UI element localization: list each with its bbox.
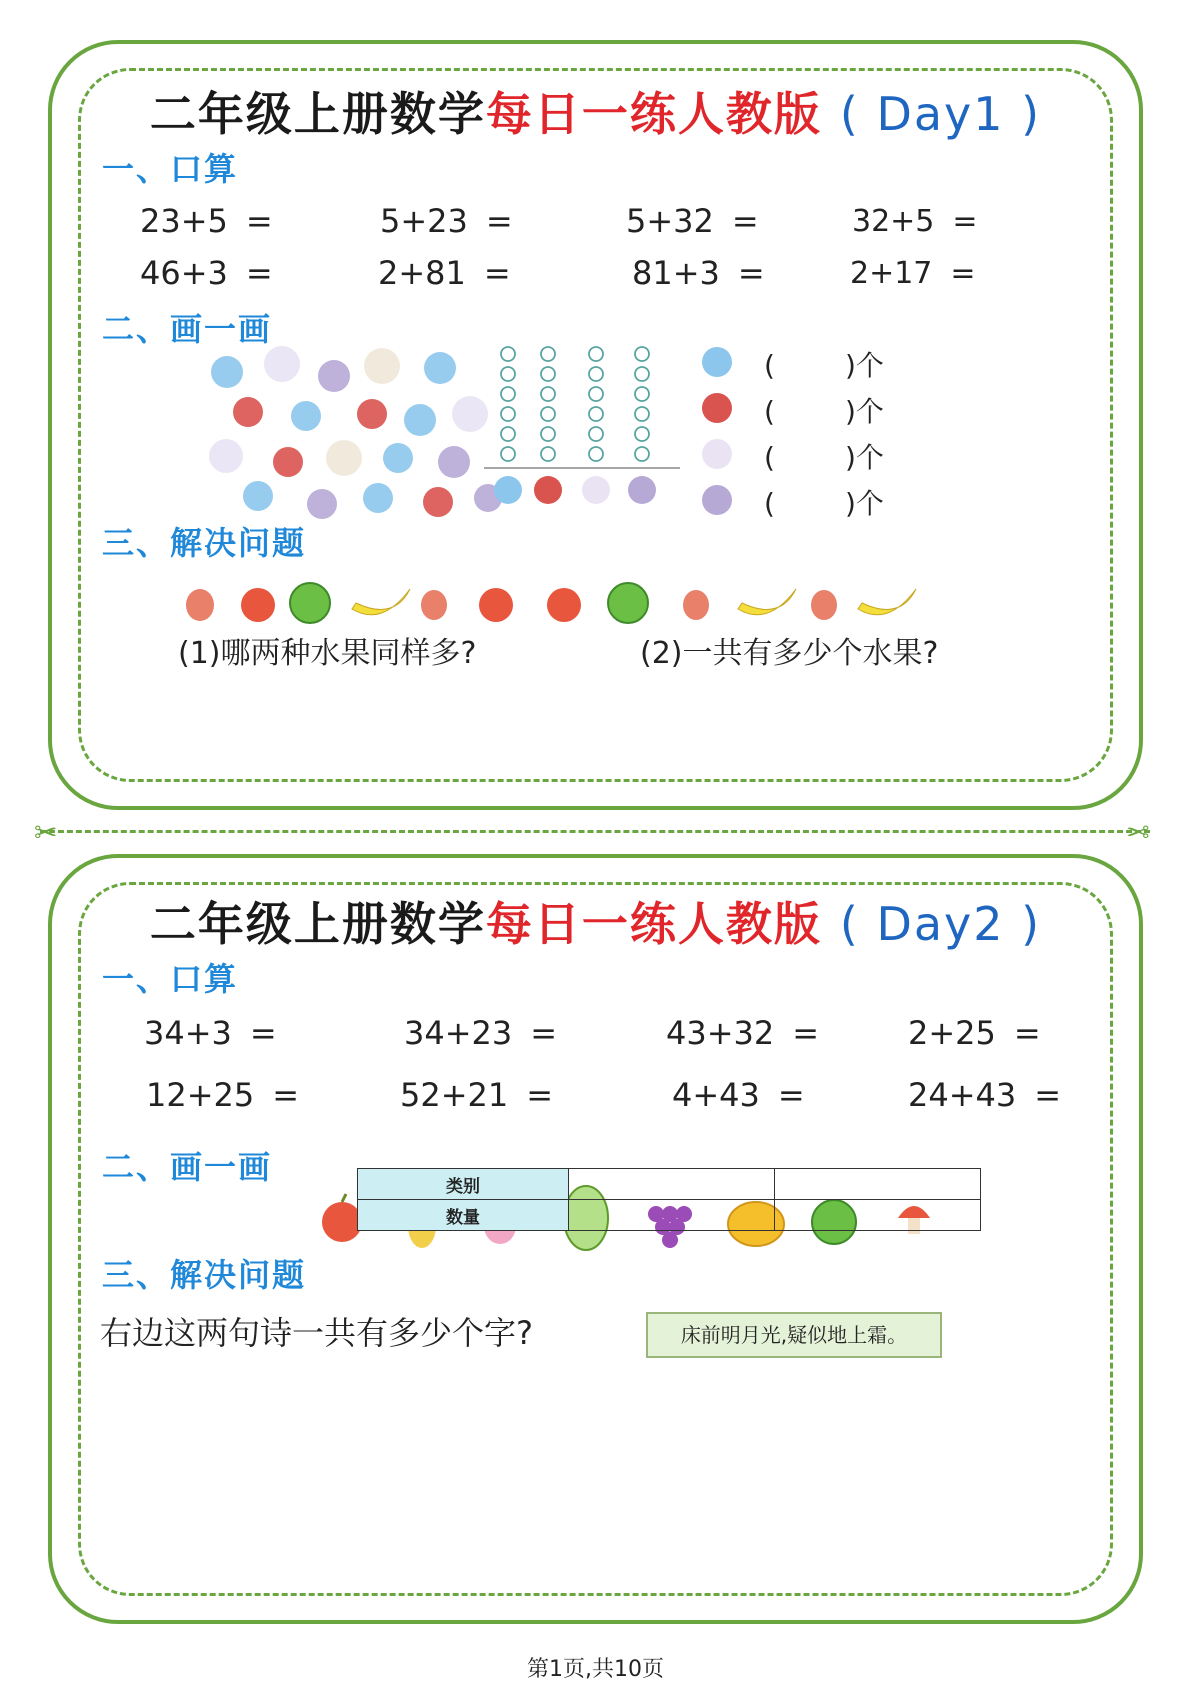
fruit-row-illustration (182, 579, 982, 629)
table-header-quantity: 数量 (358, 1200, 569, 1231)
eq-text: 2+25 (908, 1014, 996, 1052)
table-header-category: 类别 (358, 1169, 569, 1200)
day2-eq-6 (400, 1076, 553, 1114)
circle-columns-grid (484, 344, 684, 514)
day1-title-black: 二年级上册数学 (149, 87, 486, 141)
eq-text: 2+17 (850, 256, 933, 291)
eq-text: 5+32 (626, 202, 714, 240)
day1-section-draw: 二、画一画 (102, 310, 273, 348)
scissors-icon: ✂ (34, 816, 58, 849)
day2-section-oral: 一、口算 (102, 960, 239, 998)
eq-text: 24+43 (908, 1076, 1017, 1114)
day2-eq-8 (908, 1076, 1061, 1114)
table-row (358, 1169, 981, 1200)
day1-card (48, 40, 1143, 810)
eq-sign: = (950, 256, 976, 291)
eq-text: 34+23 (404, 1014, 513, 1052)
day2-eq-4 (908, 1014, 1041, 1052)
day1-blank-3[interactable]: ( )个 (764, 441, 884, 474)
table-cell[interactable] (775, 1169, 981, 1200)
day2-section-problem: 三、解决问题 (102, 1256, 307, 1294)
cartoon-characters-illustration (202, 344, 512, 524)
eq-sign: = (1034, 1076, 1062, 1114)
day1-question-2: (2)一共有多少个水果? (640, 636, 939, 671)
eq-text: 43+32 (666, 1014, 775, 1052)
day1-section-oral: 一、口算 (102, 150, 239, 188)
day2-title (52, 888, 1139, 954)
eq-text: 81+3 (632, 254, 720, 292)
day1-blank-1[interactable]: ( )个 (764, 349, 884, 382)
character-key-icons (692, 344, 742, 519)
eq-sign: = (249, 1014, 277, 1052)
day2-eq-1 (144, 1014, 277, 1052)
day2-eq-7 (672, 1076, 805, 1114)
table-cell[interactable] (775, 1200, 981, 1231)
day1-eq-3 (626, 202, 759, 240)
day1-section-problem: 三、解决问题 (102, 524, 307, 562)
character-group (209, 346, 502, 519)
eq-text: 2+81 (378, 254, 466, 292)
eq-text: 34+3 (144, 1014, 232, 1052)
day2-eq-3 (666, 1014, 819, 1052)
day1-title-day: ( Day1 ) (839, 87, 1042, 141)
page-footer: 第1页,共10页 (527, 1657, 664, 1682)
poem-box: 床前明月光,疑似地上霜。 (646, 1312, 942, 1358)
day2-title-red: 每日一练人教版 (485, 897, 822, 951)
day1-question-1: (1)哪两种水果同样多? (178, 636, 477, 671)
eq-sign: = (792, 1014, 820, 1052)
eq-text: 32+5 (852, 204, 935, 239)
day2-card (48, 854, 1143, 1624)
day1-eq-5 (140, 254, 273, 292)
day2-eq-5 (146, 1076, 299, 1114)
scissors-icon: ✂ (1126, 816, 1150, 849)
table-row (358, 1200, 981, 1231)
day1-eq-2 (380, 202, 513, 240)
eq-text: 23+5 (140, 202, 228, 240)
day1-title (52, 78, 1139, 144)
day1-eq-7 (632, 254, 765, 292)
eq-sign: = (526, 1076, 554, 1114)
eq-text: 52+21 (400, 1076, 509, 1114)
eq-sign: = (485, 202, 513, 240)
eq-sign: = (777, 1076, 805, 1114)
tally-table (357, 1168, 981, 1231)
day2-title-day: ( Day2 ) (839, 897, 1042, 951)
day1-blank-2[interactable]: ( )个 (764, 395, 884, 428)
day1-blank-4[interactable]: ( )个 (764, 487, 884, 520)
eq-sign: = (1013, 1014, 1041, 1052)
eq-text: 12+25 (146, 1076, 255, 1114)
eq-sign: = (245, 202, 273, 240)
table-cell[interactable] (569, 1200, 775, 1231)
day2-question: 右边这两句诗一共有多少个字? (100, 1314, 533, 1352)
table-cell[interactable] (569, 1169, 775, 1200)
day1-title-red: 每日一练人教版 (485, 87, 822, 141)
eq-sign: = (952, 204, 978, 239)
day1-eq-1 (140, 202, 273, 240)
eq-text: 5+23 (380, 202, 468, 240)
eq-text: 46+3 (140, 254, 228, 292)
eq-sign: = (483, 254, 511, 292)
day1-eq-4 (852, 204, 978, 239)
day2-eq-2 (404, 1014, 557, 1052)
eq-sign: = (272, 1076, 300, 1114)
day2-section-draw: 二、画一画 (102, 1148, 273, 1186)
day1-eq-8 (850, 256, 976, 291)
day1-eq-6 (378, 254, 511, 292)
eq-sign: = (737, 254, 765, 292)
day2-title-black: 二年级上册数学 (149, 897, 486, 951)
eq-sign: = (731, 202, 759, 240)
eq-sign: = (530, 1014, 558, 1052)
cut-line (40, 830, 1150, 833)
eq-text: 4+43 (672, 1076, 760, 1114)
eq-sign: = (245, 254, 273, 292)
